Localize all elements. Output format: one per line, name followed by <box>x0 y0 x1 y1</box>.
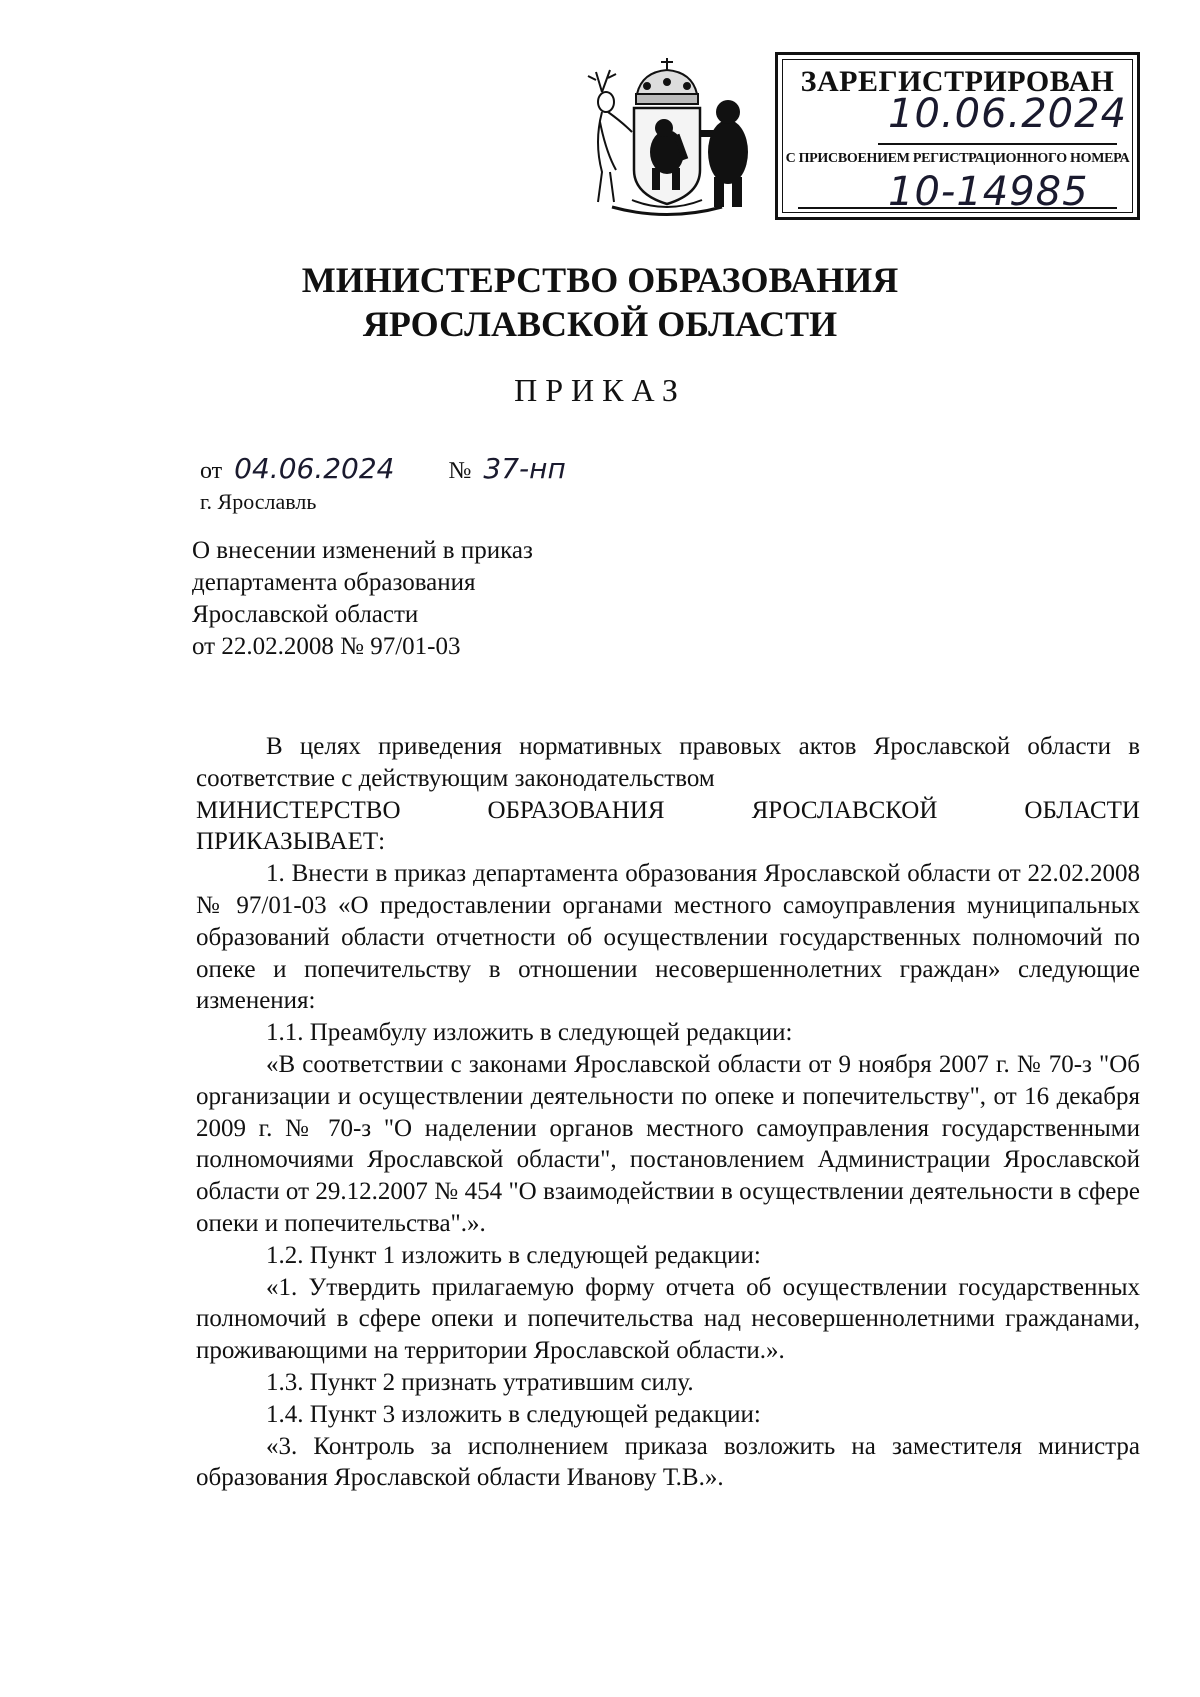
ministry-name-line-1: МИНИСТЕРСТВО ОБРАЗОВАНИЯ <box>301 260 899 300</box>
clause-1-1-text: «В соответствии с законами Ярославской области от 9 ноября 2007 г. № 70-з "Об организации и осуществлении деятельности по опеке и попечительству", от 16 декабря 2009 г. № 70-з "О наделении органов местного самоуправления государственными полномочиями Ярославской области", постановлением Администрации Ярославской области от 29.12.2007 № 454 "О взаимодействии в осуществлении деятельности в сфере опеки и попечительства".». <box>196 1050 1140 1237</box>
subject-line: департамента образования <box>192 569 476 596</box>
number-label: № <box>448 458 472 484</box>
stamp-registration-date: 10.06.2024 <box>888 91 1128 137</box>
stamp-registration-number: 10-14985 <box>888 169 1089 215</box>
registration-stamp <box>775 52 1140 220</box>
subject-line: от 22.02.2008 № 97/01-03 <box>192 633 461 660</box>
coat-of-arms-icon <box>572 52 762 222</box>
clause-1-4-text: «3. Контроль за исполнением приказа возложить на заместителя министра образования Ярославской области Иванову Т.В.». <box>196 1432 1140 1492</box>
clause-1: 1. Внести в приказ департамента образования Ярославской области от 22.02.2008 № 97/01-03 «О предоставлении органами местного самоуправления муниципальных образований области отчетности об осуществлении государственных полномочий по опеке и попечительству в отношении несовершеннолетних граждан» следующие изменения: <box>196 860 1140 1015</box>
order-number: 37-нп <box>483 452 566 485</box>
stamp-number-underline <box>798 207 1117 209</box>
decree-line-1: МИНИСТЕРСТВО ОБРАЗОВАНИЯ ЯРОСЛАВСКОЙ ОБЛАСТИ <box>196 796 1140 824</box>
clause-1-3: 1.3. Пункт 2 признать утратившим силу. <box>266 1368 694 1396</box>
order-date: 04.06.2024 <box>234 452 395 485</box>
stamp-date-underline <box>878 143 1117 145</box>
order-body <box>196 731 1140 1494</box>
order-subject <box>192 535 533 663</box>
order-city: г. Ярославль <box>200 489 317 514</box>
clause-1-4: 1.4. Пункт 3 изложить в следующей редакции: <box>266 1400 761 1428</box>
ministry-name <box>0 258 1200 346</box>
document-type: ПРИКАЗ <box>514 372 686 408</box>
clause-1-2: 1.2. Пункт 1 изложить в следующей редакции: <box>266 1241 761 1269</box>
intro-paragraph: В целях приведения нормативных правовых актов Ярославской области в соответствие с действующим законодательством <box>196 733 1140 792</box>
subject-line: Ярославской области <box>192 601 419 628</box>
ministry-name-line-2: ЯРОСЛАВСКОЙ ОБЛАСТИ <box>362 304 838 344</box>
clause-1-2-text: «1. Утвердить прилагаемую форму отчета об осуществлении государственных полномочий в сфере опеки и попечительства над несовершеннолетними гражданами, проживающими на территории Ярославской области.». <box>196 1273 1140 1365</box>
stamp-title: ЗАРЕГИСТРИРОВАН <box>800 65 1115 98</box>
stamp-subtitle: С ПРИСВОЕНИЕМ РЕГИСТРАЦИОННОГО НОМЕРА <box>785 151 1130 166</box>
subject-line: О внесении изменений в приказ <box>192 537 533 564</box>
decree-line-2: ПРИКАЗЫВАЕТ: <box>196 828 386 856</box>
date-label: от <box>200 458 223 484</box>
order-date-number <box>200 452 566 485</box>
clause-1-1: 1.1. Преамбулу изложить в следующей редакции: <box>266 1019 793 1047</box>
